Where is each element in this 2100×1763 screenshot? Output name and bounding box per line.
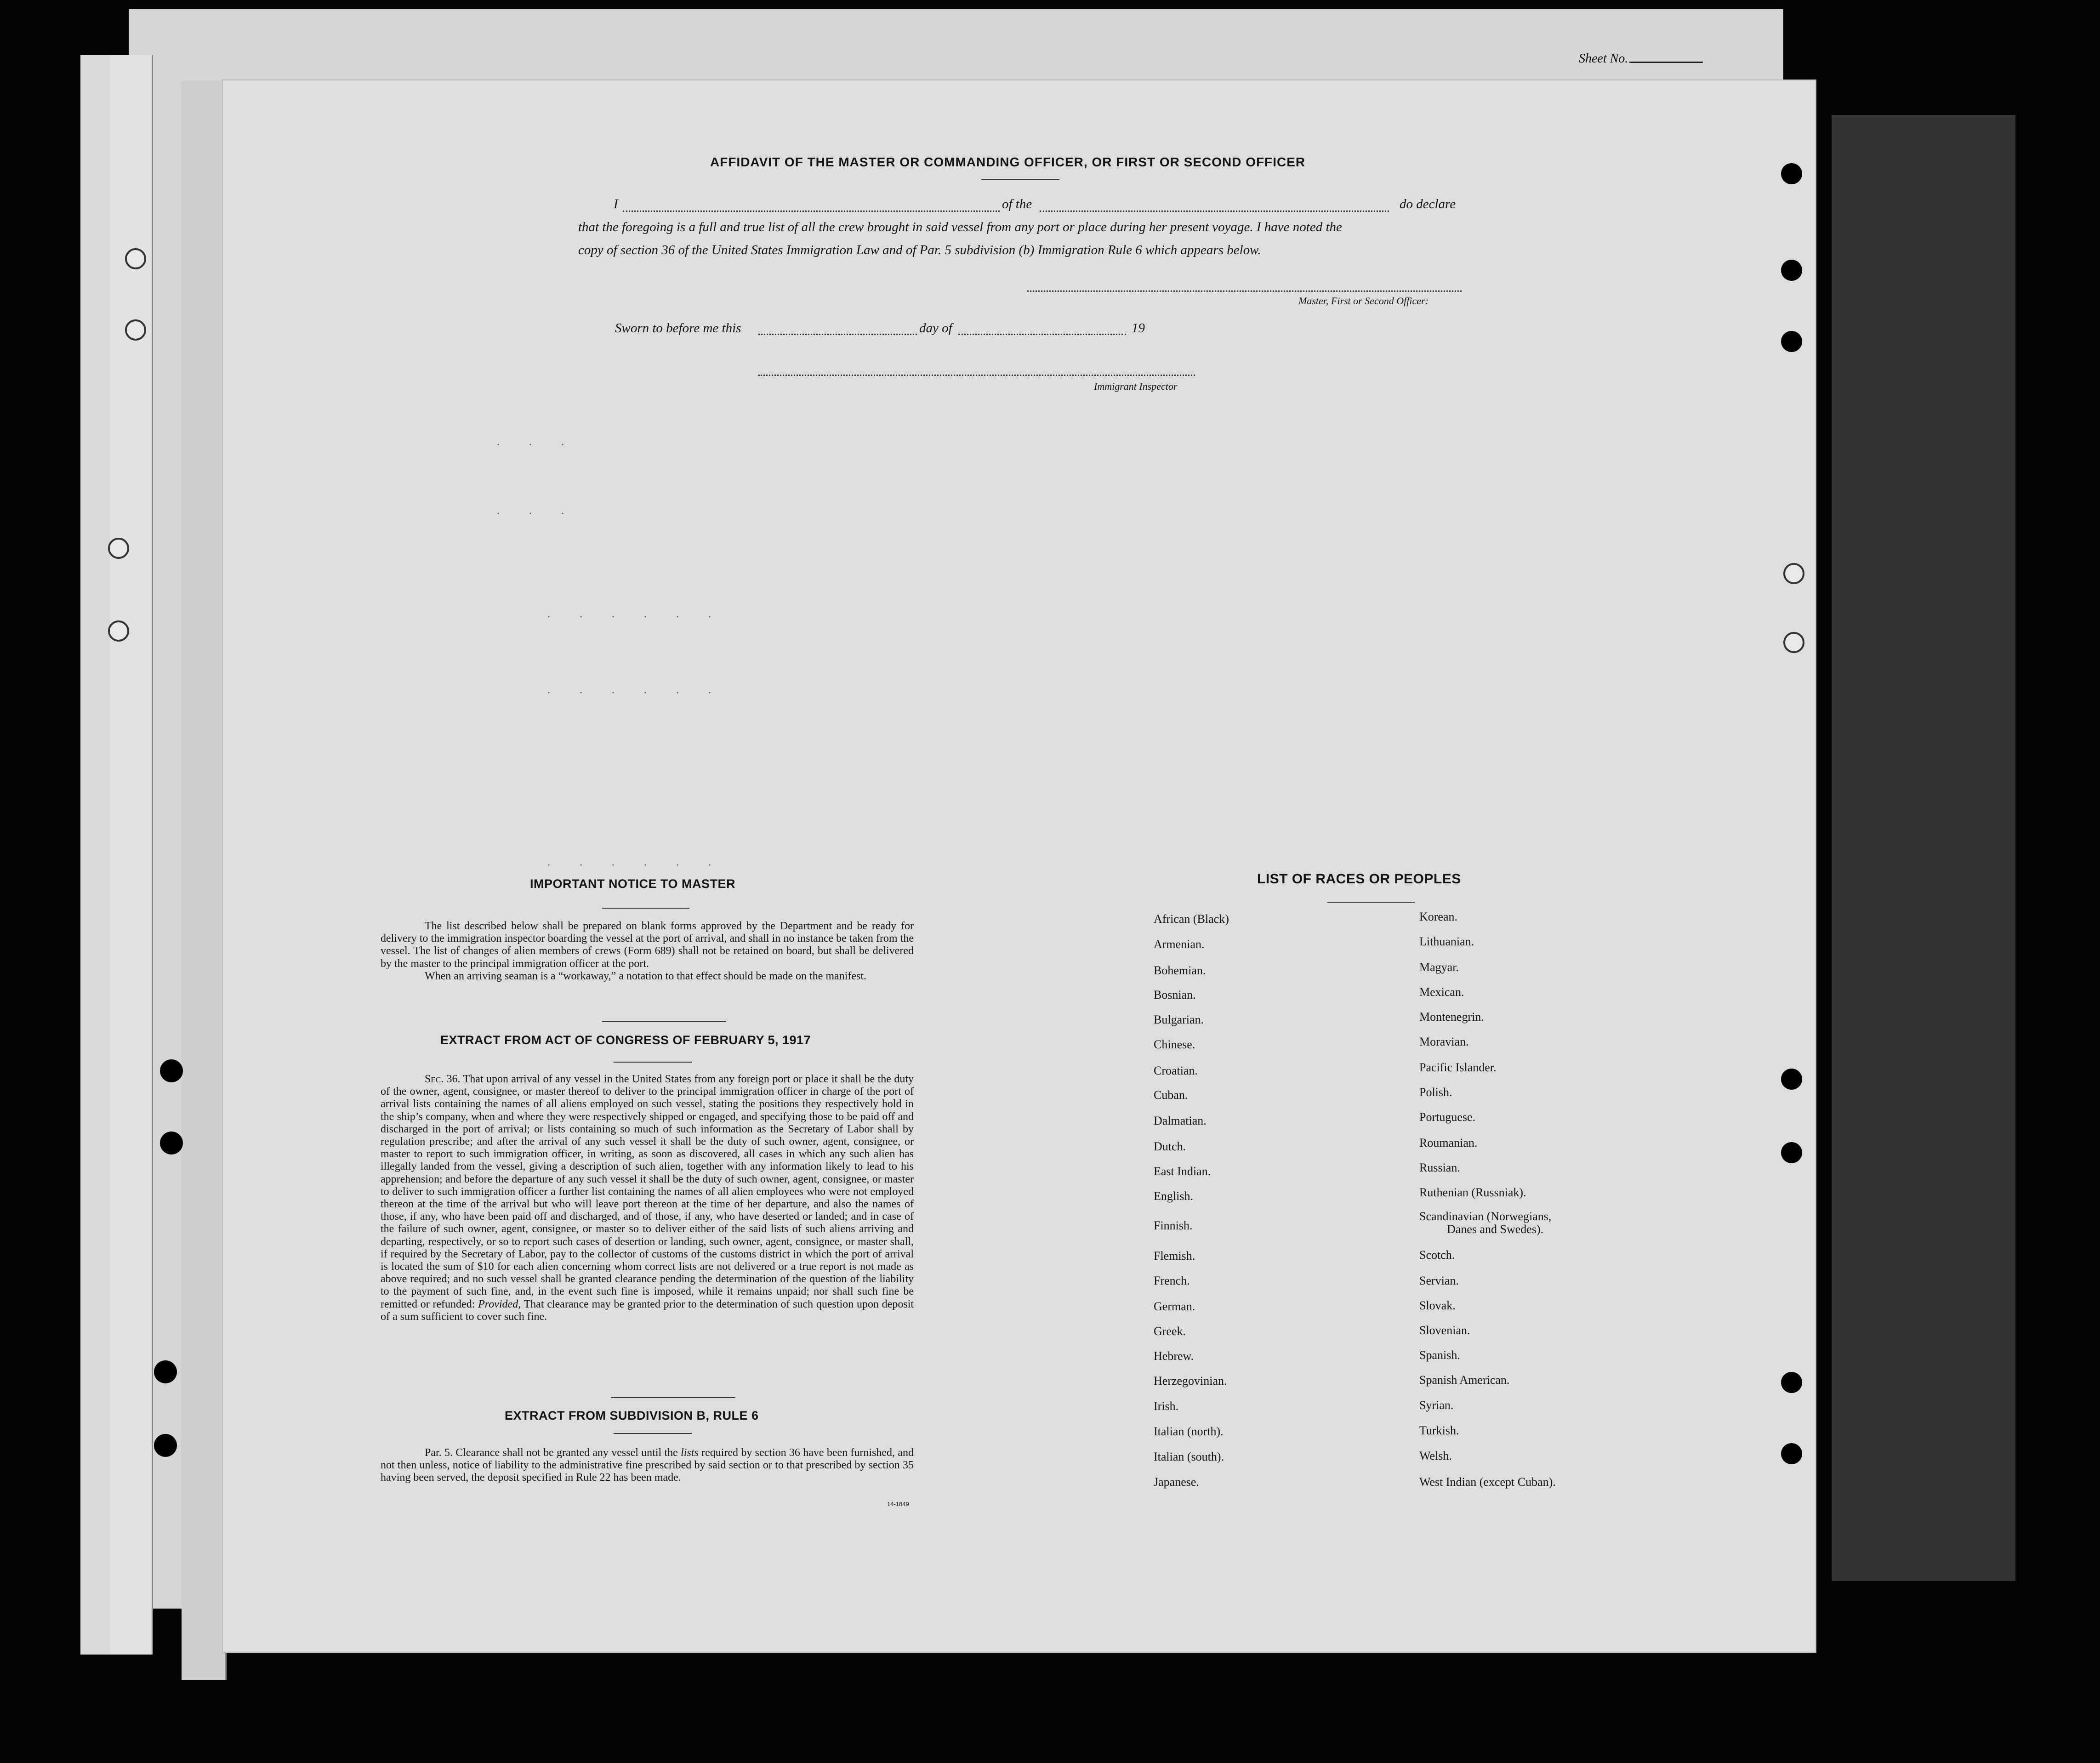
- notice-title: IMPORTANT NOTICE TO MASTER: [530, 877, 735, 891]
- race-item: Slovak.: [1419, 1299, 1456, 1312]
- form-code: 14-1849: [887, 1501, 909, 1507]
- sheet-no-line: [1629, 62, 1703, 63]
- section-36-text-end: That clearance may be granted prior to the determination of such question upon deposit of a sum sufficient to cover such fine.: [381, 1298, 914, 1323]
- binder-hole: [1781, 1069, 1802, 1090]
- race-item: Herzegovinian.: [1154, 1374, 1227, 1388]
- race-item: Roumanian.: [1419, 1136, 1478, 1149]
- signature-label: Master, First or Second Officer:: [1298, 295, 1428, 307]
- dark-backing-board: [1832, 115, 2015, 1581]
- race-item: Mexican.: [1419, 985, 1464, 999]
- race-item: Cuban.: [1154, 1088, 1188, 1102]
- binder-hole: [1781, 1372, 1802, 1393]
- left-page-edge-2: [110, 55, 153, 1655]
- race-item: East Indian.: [1154, 1165, 1211, 1178]
- rule-rule-top: [611, 1397, 735, 1398]
- act-extract-title: EXTRACT FROM ACT OF CONGRESS OF FEBRUARY 5, 1917: [440, 1033, 811, 1047]
- faint-marks: · · · · · ·: [547, 687, 724, 699]
- provided-word: Provided,: [478, 1298, 521, 1310]
- faint-marks: · · ·: [496, 508, 577, 520]
- races-title: LIST OF RACES OR PEOPLES: [1257, 871, 1461, 887]
- race-item: Scotch.: [1419, 1248, 1455, 1262]
- rule-text-a: Par. 5. Clearance shall not be granted any vessel until the: [425, 1447, 678, 1459]
- race-item: Syrian.: [1419, 1399, 1454, 1412]
- faint-marks: · · ·: [496, 439, 577, 451]
- act-extract-body: [381, 1073, 914, 1323]
- race-item: French.: [1154, 1274, 1190, 1287]
- race-item: Irish.: [1154, 1399, 1179, 1413]
- race-item: Russian.: [1419, 1161, 1460, 1174]
- rule-rule-bottom: [614, 1433, 692, 1434]
- sheet-no-label: Sheet No.: [1579, 51, 1628, 66]
- race-item: Spanish.: [1419, 1348, 1460, 1362]
- race-item: Pacific Islander.: [1419, 1061, 1497, 1074]
- officer-name-line: [623, 210, 1000, 212]
- affidavit-line-3: copy of section 36 of the United States Immigration Law and of Par. 5 subdivision (b) Immigration Rule 6 which appears below.: [578, 243, 1261, 257]
- race-item: Scandinavian (Norwegians,: [1419, 1210, 1552, 1223]
- race-item: African (Black): [1154, 912, 1229, 926]
- race-item: German.: [1154, 1300, 1195, 1313]
- race-item: Danes and Swedes).: [1447, 1223, 1544, 1236]
- section-label: Sec. 36.: [425, 1073, 461, 1085]
- race-item: Hebrew.: [1154, 1349, 1194, 1363]
- binder-hole: [154, 1360, 177, 1383]
- lists-word: lists: [681, 1447, 699, 1459]
- inspector-signature-line: [758, 375, 1195, 376]
- race-item: Turkish.: [1419, 1424, 1459, 1437]
- inspector-label: Immigrant Inspector: [1094, 381, 1178, 392]
- act-rule-bottom: [614, 1062, 692, 1063]
- race-item: Japanese.: [1154, 1475, 1199, 1489]
- race-item: Finnish.: [1154, 1219, 1193, 1232]
- crew-list-form-page: [223, 80, 1815, 1652]
- binder-hole: [160, 1132, 183, 1154]
- binder-hole: [160, 1059, 183, 1082]
- race-item: Armenian.: [1154, 938, 1205, 951]
- race-item: Dutch.: [1154, 1140, 1186, 1153]
- left-page-edge-3: [182, 80, 227, 1680]
- affidavit-do-declare: do declare: [1400, 197, 1456, 211]
- race-item: Welsh.: [1419, 1449, 1452, 1462]
- race-item: Italian (south).: [1154, 1450, 1224, 1463]
- binder-hole: [154, 1434, 177, 1457]
- race-item: Bohemian.: [1154, 964, 1206, 977]
- binder-hole: [125, 248, 146, 269]
- act-rule-top: [602, 1021, 726, 1022]
- race-item: Montenegrin.: [1419, 1010, 1484, 1024]
- notice-body: [381, 920, 914, 983]
- sworn-month-line: [958, 334, 1126, 335]
- race-item: Bulgarian.: [1154, 1013, 1204, 1026]
- race-item: Portuguese.: [1419, 1110, 1476, 1124]
- binder-hole: [108, 620, 129, 642]
- binder-hole: [125, 319, 146, 341]
- day-of-label: day of: [919, 321, 952, 336]
- rule-extract-body: [381, 1447, 914, 1484]
- binder-hole: [108, 538, 129, 559]
- binder-hole: [1781, 163, 1802, 184]
- race-item: Chinese.: [1154, 1038, 1195, 1051]
- faint-marks: · · · · · ·: [547, 611, 724, 623]
- affidavit-line-2: that the foregoing is a full and true list of all the crew brought in said vessel from any port or place during her present voyage. I have noted the: [578, 220, 1342, 234]
- race-item: Slovenian.: [1419, 1324, 1470, 1337]
- race-item: Italian (north).: [1154, 1425, 1224, 1438]
- race-item: Servian.: [1419, 1274, 1459, 1287]
- race-item: Korean.: [1419, 910, 1458, 923]
- notice-paragraph-2: When an arriving seaman is a “workaway,” a notation to that effect should be made on the manifest.: [425, 970, 866, 982]
- sworn-day-line: [758, 334, 917, 335]
- race-item: Bosnian.: [1154, 988, 1196, 1001]
- race-item: Magyar.: [1419, 961, 1459, 974]
- binder-hole: [1783, 563, 1804, 584]
- title-underline: [981, 179, 1059, 180]
- affidavit-title: AFFIDAVIT OF THE MASTER OR COMMANDING OFFICER, OR FIRST OR SECOND OFFICER: [710, 155, 1306, 169]
- race-item: Lithuanian.: [1419, 935, 1474, 948]
- rule-extract-title: EXTRACT FROM SUBDIVISION B, RULE 6: [505, 1409, 759, 1422]
- binder-hole: [1783, 632, 1804, 653]
- rule-text-b: required by section 36 have been furnished, and not then unless, notice of liability to the administrative fine prescribed by said section or to that prescribed by section 35 having been served, the deposit specified in Rule 22 has been made.: [381, 1447, 914, 1484]
- race-item: Greek.: [1154, 1325, 1186, 1338]
- race-item: Moravian.: [1419, 1035, 1469, 1048]
- race-item: Flemish.: [1154, 1249, 1195, 1263]
- vessel-name-line: [1040, 210, 1389, 212]
- race-item: Ruthenian (Russniak).: [1419, 1186, 1526, 1199]
- affidavit-of-the-label: of the: [1002, 197, 1032, 211]
- race-item: Croatian.: [1154, 1064, 1198, 1077]
- year-prefix: 19: [1132, 321, 1145, 336]
- faint-marks: · · · · · ·: [547, 859, 724, 871]
- signature-line: [1027, 290, 1462, 292]
- affidavit-i-label: I: [614, 197, 618, 211]
- notice-underline: [602, 908, 689, 909]
- section-36-text: That upon arrival of any vessel in the United States from any foreign port or place it shall be the duty of the owner, agent, consignee, or master thereof to deliver to the principal immigration officer in charge of the port of arrival lists containing the names of all aliens employed on such vessel, stating the positions they respectively hold in the ship’s company, when and where they were respectively shipped or engaged, and specifying those to be paid off and discharged in the port of arrival; or lists containing so much of such information as the Secretary of Labor shall by regulation prescribe; and after the arrival of any such vessel it shall be the duty of such owner, agent, consignee, or master to report to such immigration officer, in writing, as soon as discovered, all cases in which any such alien has illegally landed from the vessel, giving a description of such alien, together with any information likely to lead to his apprehension; and before the departure of any such vessel it shall be the duty of such owner, agent, consignee, or master to deliver to such immigration officer a further list containing the names of all alien employees who were not employed thereon at the time of the arrival but who will leave port thereon at the time of her departure, and also the names of those, if any, who have been paid off and discharged, and of those, if any, who have deserted or landed; and in case of the failure of such owner, agent, consignee, or master so to deliver either of the said lists of such aliens arriving and departing, respectively, or so to report such cases of desertion or landing, such owner, agent, consignee, or master shall, if required by the Secretary of Labor, pay to the collector of customs of the customs district in which the port of arrival is located the sum of $10 for each alien concerning whom correct lists are not delivered or a true report is not made as above required; and no such vessel shall be granted clearance pending the determination of the question of the liability to the payment of such fine, and, in the event such fine is imposed, while it remains unpaid; nor shall such fine be remitted or refunded:: [381, 1073, 914, 1310]
- race-item: English.: [1154, 1189, 1193, 1203]
- binder-hole: [1781, 1142, 1802, 1163]
- races-underline: [1327, 902, 1415, 903]
- binder-hole: [1781, 1443, 1802, 1464]
- race-item: West Indian (except Cuban).: [1419, 1475, 1556, 1489]
- sworn-label: Sworn to before me this: [615, 321, 741, 336]
- binder-hole: [1781, 331, 1802, 352]
- race-item: Dalmatian.: [1154, 1114, 1207, 1127]
- binder-hole: [1781, 260, 1802, 281]
- race-item: Spanish American.: [1419, 1373, 1510, 1387]
- race-item: Polish.: [1419, 1086, 1452, 1099]
- notice-paragraph-1: The list described below shall be prepared on blank forms approved by the Department and be ready for delivery to the immigration inspector boarding the vessel at the port of arrival, and shall in no instance be taken from the vessel. The list of changes of alien members of crews (Form 689) shall not be retained on board, but shall be delivered by the master to the principal immigration officer at the port.: [381, 920, 914, 970]
